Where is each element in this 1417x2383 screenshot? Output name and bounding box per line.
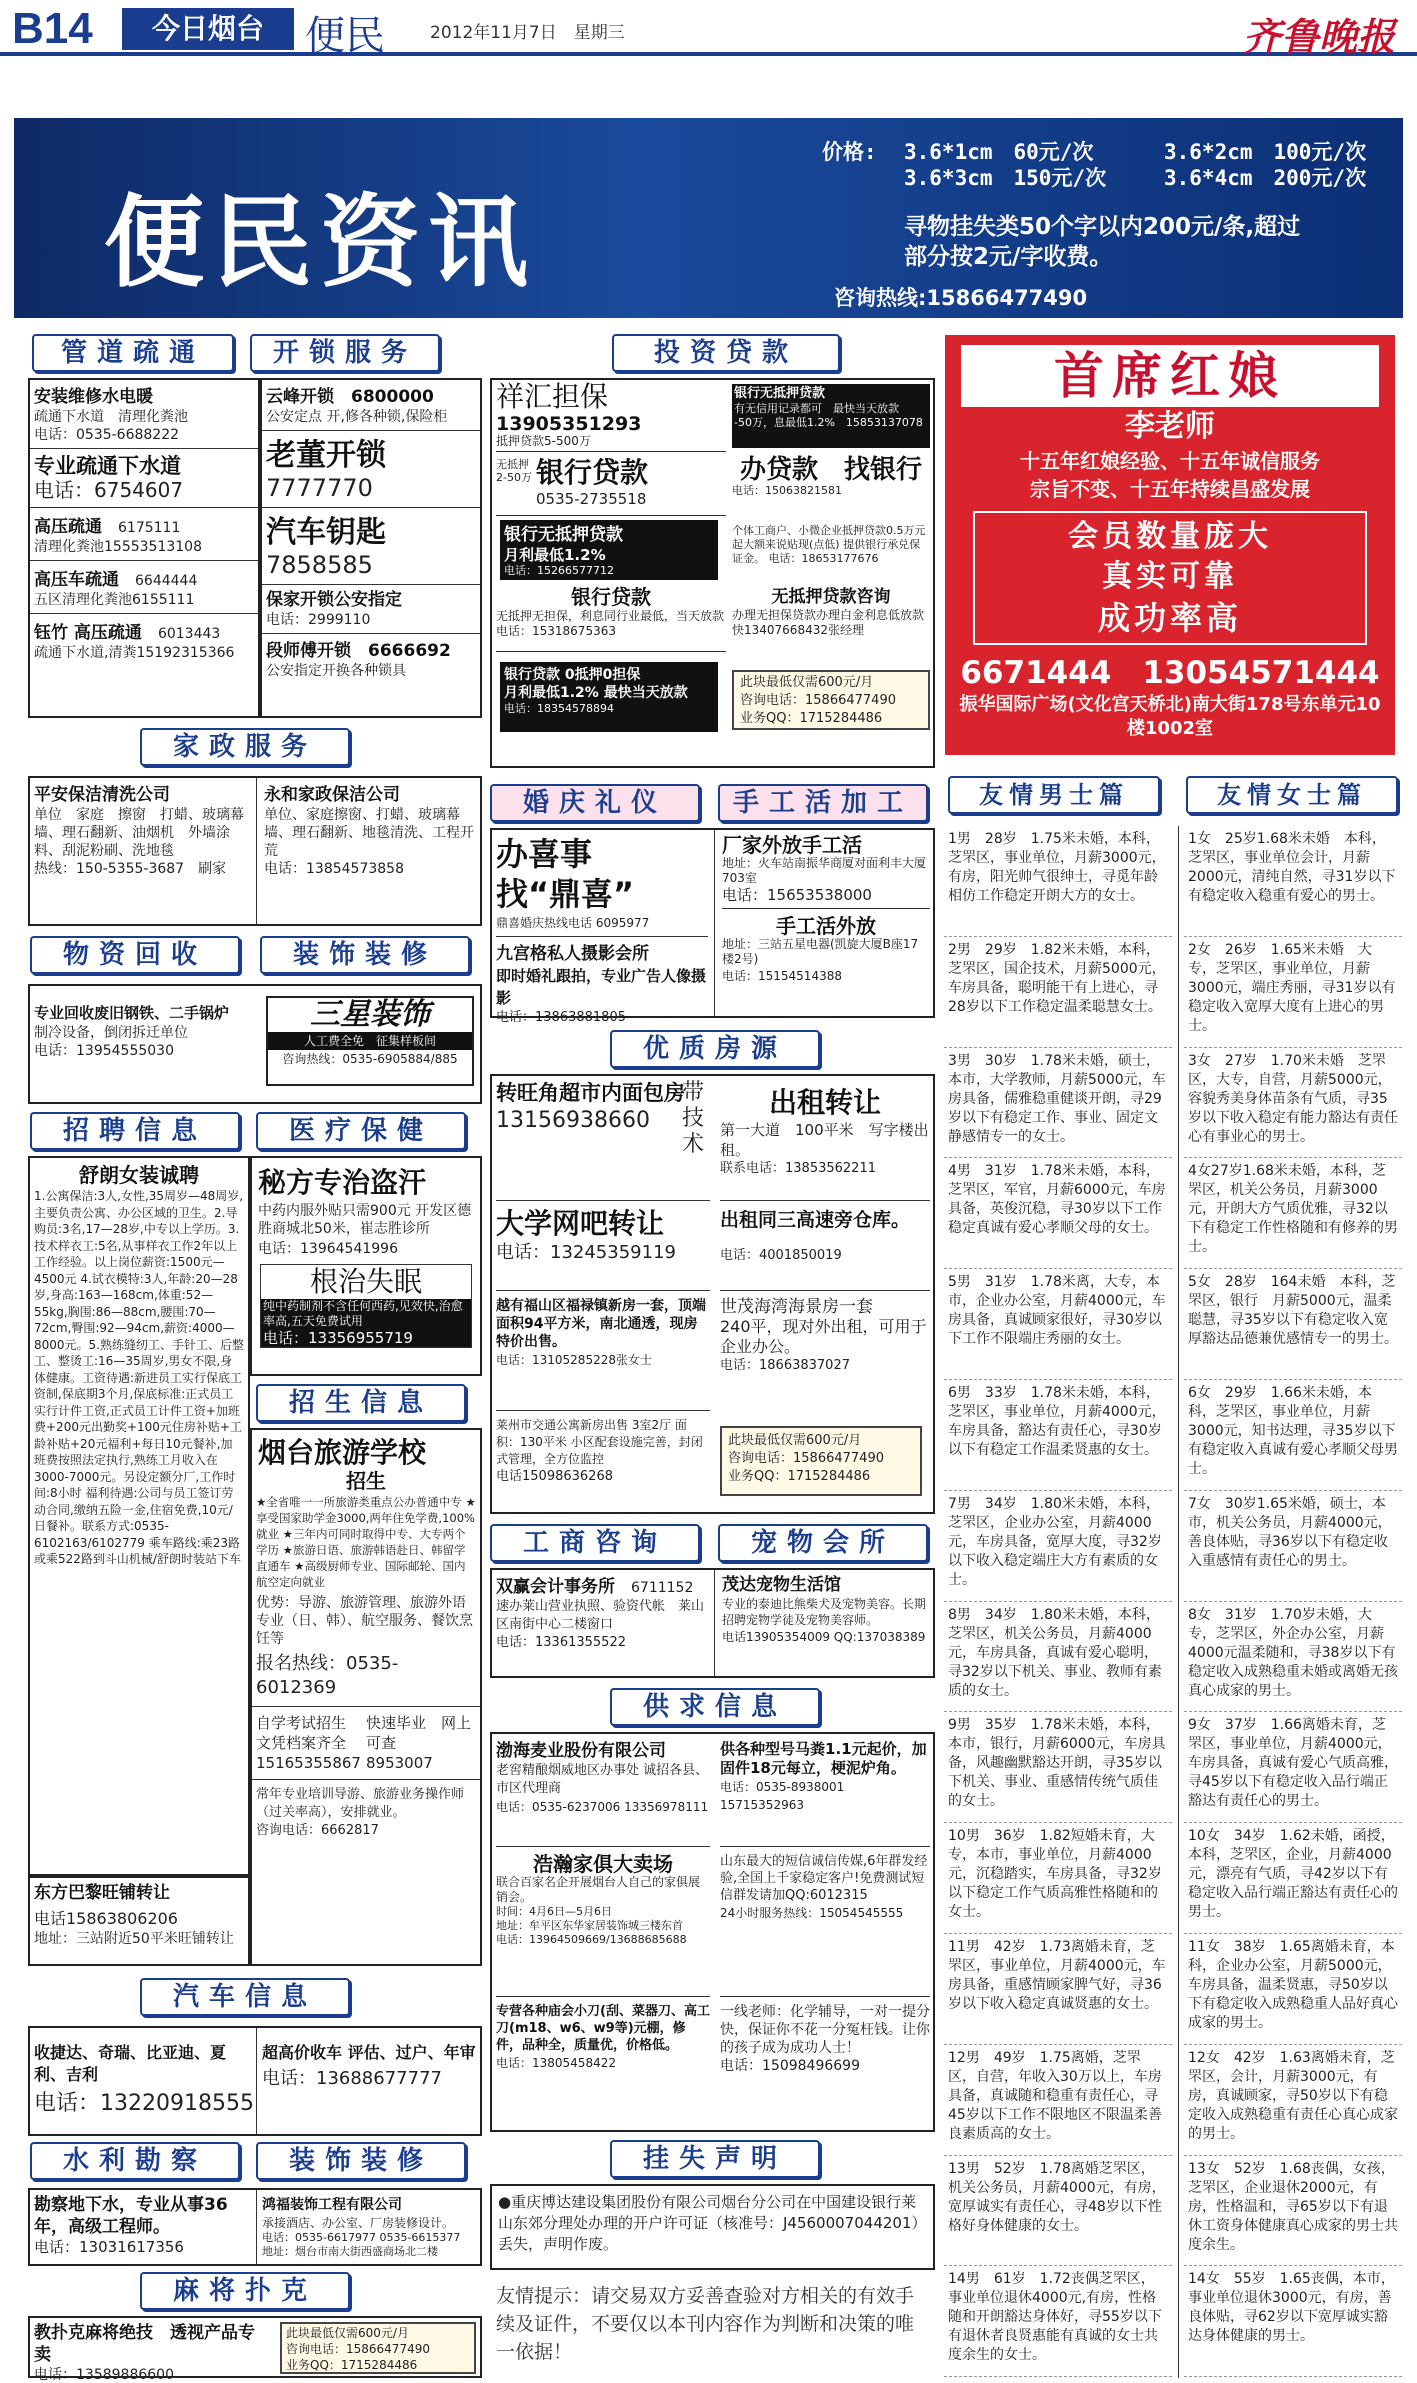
- ad-text: 单位、家庭擦窗、打蜡、玻璃幕墙、理石翻新、地毯清洗、工程开荒: [264, 807, 474, 859]
- ad-tel: 电话：13245359119: [496, 1242, 676, 1263]
- ad-tel: 电话：4001850019: [720, 1248, 842, 1263]
- ad-title: 祥汇担保: [496, 380, 609, 413]
- ad-addr: 振华国际广场(文化宫天桥北)南大街178号东单元10楼1002室: [959, 694, 1381, 739]
- heading-pipe: 管道疏通: [32, 334, 234, 372]
- price-item: 3.6*4cm 200元/次: [1164, 166, 1367, 190]
- ad-title: 收捷达、奇瑞、比亚迪、夏利、吉利: [34, 2043, 227, 2084]
- ad-tel: 电话：15266577712: [504, 564, 614, 577]
- ad-tel: 电话：6754607: [30, 477, 258, 508]
- ad-subtitle: 招生: [346, 1469, 386, 1493]
- listing-item: 13男 52岁 1.78离婚芝罘区，机关公务员，月薪4000元，有房，宽厚诚实有责任心，寻48岁以下性格好身体健康的女士。: [944, 2156, 1172, 2267]
- listing-item: 1女 25岁1.68米未婚 本科，芝罘区，事业单位会计，月薪2000元，清纯自然，寻31岁以下有稳定收入稳重有爱心的男士。: [1184, 826, 1402, 937]
- ad-title: 首席红娘: [961, 345, 1379, 407]
- ad-text: 自学考试招生 文凭档案齐全 15165355867: [256, 1714, 362, 1772]
- ad-text: ★全省唯一一所旅游类重点公办普通中专 ★享受国家助学金3000,两年住免学费,100%就业 ★三年内可同时取得中专、大专两个学历 ★旅游日语、旅游韩语赴日、韩留学直通车 ★高级厨师专业、国际邮轮、国内航空定向就业: [256, 1495, 476, 1589]
- ad-text: 中药内服外贴只需900元 开发区德胜商城北50米，崔志胜诊所: [258, 1203, 472, 1237]
- ad-tel: 咨询电话：15866477490: [728, 1451, 884, 1466]
- heading-recycle: 物资回收: [30, 936, 240, 974]
- banner: [14, 118, 1403, 318]
- listing-item: 8男 34岁 1.80米未婚，本科，芝罘区，机关公务员，月薪4000元，车房具备，真诚有爱心聪明，寻32岁以下机关、事业、教师有素质的女士。: [944, 1602, 1172, 1713]
- ad-text: 山东最大的短信诚信传媒,6年群发经验,全国上千家稳定客户!免费测试短信群发请加QQ:6012315: [720, 1854, 928, 1903]
- listing-item: 12女 42岁 1.63离婚未育，芝罘区，会计，月薪3000元，有房，真诚顾家，寻50岁以下有稳定收入成熟稳重有责任心真心成家的男士。: [1184, 2045, 1402, 2156]
- ad-title: 出租转让: [768, 1086, 881, 1119]
- ad-text: 月利最低1.2%: [504, 546, 606, 564]
- issue-date: 2012年11月7日 星期三: [430, 23, 625, 43]
- ad-tel: 13156938660: [496, 1108, 650, 1133]
- ad-title: 舒朗女装诚聘: [79, 1163, 199, 1187]
- ad-tel: 电话：18663837027: [720, 1358, 850, 1373]
- ad-tel: 电话：13356955719: [261, 1329, 471, 1347]
- price-item: 3.6*2cm 100元/次: [1164, 140, 1367, 164]
- ad-title: 高压疏通: [34, 517, 102, 537]
- ad-title: 九宫格私人摄影会所: [496, 944, 649, 964]
- men-list: [944, 826, 1172, 2378]
- ad-text: 一线老师：化学辅导，一对一提分快，保证你不花一分冤枉钱。让你的孩子成为成功人士！: [720, 2004, 930, 2056]
- shop-transfer-ad: [28, 1876, 250, 1966]
- ad-text: 五区清理化粪池6155111: [30, 591, 258, 614]
- ad-tel: 电话：15063821581: [732, 484, 842, 497]
- ad-title: 超高价收车 评估、过户、年审: [262, 2043, 476, 2062]
- loan-ads: [490, 378, 935, 768]
- ad-title: 专业疏通下水道: [34, 454, 181, 478]
- ad-tel: -50万，息最低1.2% 15853137078: [734, 416, 923, 429]
- ad-side: 无抵押 2-50万: [496, 458, 532, 484]
- ad-num: 6644444: [135, 573, 198, 589]
- ad-title: 银行无抵押贷款: [734, 386, 826, 401]
- heading-car: 汽车信息: [140, 1978, 350, 2016]
- ad-text: 会员数量庞大: [1068, 519, 1272, 554]
- ad-text: 联合百家名企开展烟台人自己的家俱展销会。: [496, 1875, 701, 1904]
- ad-tel: 电话15863806206: [34, 1909, 178, 1928]
- ad-tel: 电话：0535-6688222: [30, 426, 258, 449]
- ad-addr: 地址：牟平区东华家居装饰城三楼东首: [496, 1919, 683, 1932]
- ad-title: 世茂海湾海景房一套: [720, 1297, 873, 1317]
- ad-title: 银行无抵押贷款: [504, 525, 623, 545]
- ad-addr: 地址：火车站南振华商厦对面利丰大厦703室: [722, 856, 927, 885]
- ad-tel: 0535-2735518: [536, 490, 647, 508]
- ad-text: 个体工商户、小微企业抵押贷款0.5万元起大额来说贴现(点低) 提供银行承兑保证金。: [732, 524, 926, 565]
- heading-medical: 医疗保健: [256, 1112, 466, 1150]
- supply-ads: [490, 1732, 935, 2132]
- ad-tel: 电话：13105285228张女士: [496, 1353, 652, 1367]
- ad-tel: 电话：13688677777: [262, 2068, 442, 2089]
- ad-text: 240平，现对外出租，可用于企业办公。: [720, 1317, 927, 1356]
- listing-item: 10男 36岁 1.82短婚未育，大专，本市，事业单位，月薪4000元，沉稳踏实，车房具备，寻32岁以下稳定工作气质高雅性格随和的女士。: [944, 1823, 1172, 1934]
- ad-text: ●重庆博达建设集团股份有限公司烟台分公司在中国建设银行莱山东郊分理处办理的开户许可证（核准号：J4560007044201）丢失，声明作废。: [498, 2193, 927, 2253]
- listing-item: 5女 28岁 164未婚 本科，芝罘区，银行 月薪5000元，温柔聪慧，寻35岁以下有稳定收入宽厚豁达品德兼优感情专一的男士。: [1184, 1269, 1402, 1380]
- ad-title: 转旺角超市内面包房: [496, 1081, 685, 1105]
- ad-tel: 13905351293: [496, 413, 642, 435]
- heading-decor2: 装饰装修: [256, 2142, 466, 2180]
- water-decor-ads: [28, 2188, 482, 2266]
- heading-business: 工商咨询: [490, 1524, 700, 1562]
- price-item: 3.6*1cm 60元/次: [904, 140, 1094, 164]
- ad-tel: 电话：13589886600: [34, 2367, 174, 2383]
- tip-text: 友情提示：请交易双方妥善查验对方相关的有效手续及证件，不要仅以本刊内容作为判断和决策的唯一依据！: [496, 2285, 915, 2363]
- ad-tel: 电话：13964509669/13688685688: [496, 1933, 687, 1946]
- ad-addr: 地址：三站附近50平米旺铺转让: [34, 1931, 234, 1947]
- banner-note: 寻物挂失类50个字以内200元/条,超过: [904, 214, 1301, 240]
- women-list: [1184, 826, 1402, 2378]
- ad-tel: 联系电话：13853562211: [720, 1161, 876, 1176]
- ad-text: 办理无担保贷款办理白金利息低放款快13407668432张经理: [732, 608, 925, 637]
- ad-title: 出租同三高速旁仓库。: [720, 1209, 911, 1231]
- listing-item: 11女 38岁 1.65离婚未育，本科，企业办公室，月薪5000元，车房具备，温柔贤惠，寻50岁以下有稳定收入成熟稳重人品好真心成家的男士。: [1184, 1934, 1402, 2045]
- ad-price: 此块最低仅需600元/月: [740, 675, 874, 690]
- ad-title: 勘察地下水，专业从事36年，高级工程师。: [34, 2195, 228, 2237]
- ad-title: 浩瀚家俱大卖场: [533, 1852, 673, 1876]
- heading-lost: 挂失声明: [610, 2140, 820, 2178]
- pipe-ads: [28, 378, 260, 718]
- ad-title: 钰竹 高压疏通: [34, 623, 142, 643]
- page-header: [0, 0, 1417, 59]
- ad-text: 抵押贷款5-500万: [496, 434, 591, 448]
- biz-pet-ads: [490, 1568, 935, 1678]
- banner-note: 部分按2元/字收费。: [904, 244, 1113, 270]
- ad-tel: 热线：150-5355-3687 刷家: [34, 861, 227, 877]
- ad-tel: 电话：13805458422: [496, 2056, 616, 2070]
- ad-title: 银行贷款 0抵押0担保: [504, 667, 641, 683]
- ad-title: 高压车疏通: [34, 570, 119, 590]
- ad-addr: 地址：三站五星电器(凯旋大厦B座17楼2号): [722, 937, 919, 966]
- heading-water: 水利勘察: [30, 2142, 240, 2180]
- listing-item: 10女 34岁 1.62未婚，函授，本科，芝罘区，企业，月薪4000元，漂亮有气质，寻42岁以下有稳定收入品行端正豁达有责任心的男士。: [1184, 1823, 1402, 1934]
- ad-text: 专业的泰迪比熊柴犬及宠物美容。长期招聘宠物学徒及宠物美容师。: [722, 1597, 927, 1627]
- listing-item: 11男 42岁 1.73离婚未育，芝罘区，事业单位，月薪4000元，车房具备，重感情顾家脾气好，寻36岁以下收入稳定真诚贤惠的女士。: [944, 1934, 1172, 2045]
- medical-ads: [250, 1156, 482, 1376]
- heading-handwork: 手工活加工: [718, 784, 928, 822]
- ad-text: 即时婚礼跟拍，专业广告人像摄影: [496, 967, 707, 1007]
- heading-pet: 宠物会所: [718, 1524, 928, 1562]
- ad-title: 东方巴黎旺铺转让: [34, 1883, 170, 1903]
- ad-text: 纯中药制剂不含任何西药,见效快,治愈率高,五天免费试用: [261, 1299, 471, 1329]
- ad-title: 茂达宠物生活馆: [722, 1575, 841, 1595]
- ad-title: 专业回收废旧钢铁、二手锅炉: [34, 1004, 230, 1022]
- ad-title: 银行贷款: [571, 585, 651, 609]
- ad-text: 常年专业培训导游、旅游业务操作师（过关率高），安排就业。: [256, 1787, 465, 1820]
- ad-text: 第一大道 100平米 写字楼出租。: [720, 1121, 929, 1159]
- ad-title: 办贷款 找银行: [739, 455, 922, 485]
- ad-title: 厂家外放手工活: [722, 833, 862, 857]
- ad-text: 疏通下水道,清粪15192315366: [34, 645, 235, 661]
- wedding-hand-ads: [490, 828, 935, 1025]
- heading-wedding: 婚庆礼仪: [490, 784, 700, 822]
- ad-title: 烟台旅游学校: [258, 1436, 427, 1469]
- heading-supply: 供求信息: [610, 1688, 820, 1726]
- banner-hotline: 咨询热线:15866477490: [834, 286, 1088, 310]
- listing-item: 2男 29岁 1.82米未婚，本科，芝罘区，国企技术，月薪5000元，车房具备，聪明能干有上进心，寻28岁以下工作稳定温柔聪慧女士。: [944, 937, 1172, 1048]
- newspaper-logo: 齐鲁晚报: [1242, 14, 1395, 59]
- section-tab[interactable]: 今日烟台: [122, 8, 294, 50]
- listing-item: 8女 31岁 1.70岁未婚，大专，芝罘区，外企办公室，月薪4000元温柔随和，寻38岁以下有稳定收入成熟稳重未婚或离婚无孩真心成家的男士。: [1184, 1602, 1402, 1713]
- heading-recruit: 招聘信息: [30, 1112, 240, 1150]
- ad-title: 银行贷款: [536, 456, 649, 489]
- ad-text: 真实可靠: [1102, 559, 1238, 594]
- matchmaker-ad: [945, 335, 1395, 755]
- ad-qq: 业务QQ：1715284486: [728, 1469, 871, 1484]
- ad-title: 办喜事 找“鼎喜”: [496, 835, 635, 913]
- ad-num: 6175111: [118, 520, 181, 536]
- page-number: B14: [12, 4, 93, 53]
- ad-title: 永和家政保洁公司: [264, 785, 400, 805]
- recycle-decor-ads: [28, 984, 482, 1104]
- recruit-ad: [28, 1156, 250, 1876]
- ad-text: 有无信用记录都可 最快当天放款: [734, 402, 899, 415]
- heading-lock: 开锁服务: [250, 334, 440, 372]
- ad-title: 大学网吧转让: [496, 1207, 665, 1240]
- heading-home: 家政服务: [140, 728, 350, 766]
- heading-decor: 装饰装修: [260, 936, 470, 974]
- ad-tel: 电话：15653538000: [722, 886, 930, 909]
- ad-tel: 电话：13220918555: [34, 2091, 254, 2116]
- car-ads: [28, 2026, 482, 2136]
- ad-num: 6013443: [157, 626, 221, 642]
- ad-text: 承接酒店、办公室、厂房装修设计。: [262, 2216, 455, 2230]
- home-ads: [28, 776, 482, 926]
- ad-qq: 业务QQ：1715284486: [740, 711, 883, 726]
- listing-item: 5男 31岁 1.78米离，大专，本市，企业办公室，月薪4000元，车房具备，真诚顾家很好，寻30岁以下工作不限端庄秀丽的女士。: [944, 1269, 1172, 1380]
- ad-text: 清理化粪池15553513108: [30, 538, 258, 561]
- ad-price: 此块最低仅需600元/月: [728, 1433, 862, 1448]
- ad-tel: 电话15098636268: [496, 1469, 613, 1484]
- school-ads: [250, 1428, 482, 1966]
- ad-text: 无抵押无担保，利息同行业最低，当天放款: [496, 609, 725, 623]
- lock-ads: 云峰开锁 6800000 公安定点 开,修各种锁,保险柜 老董开锁 7777770 汽车钥匙 7858585 保家开锁公安指定 电话：2999110 段师傅开锁 6666692 公安指定开换各种锁具: [260, 378, 482, 718]
- ad-text: 越有福山区福禄镇新房一套，顶端面积94平方米，南北通透，现房特价出售。: [496, 1298, 706, 1350]
- heading-house: 优质房源: [610, 1030, 820, 1068]
- lost-notice: [490, 2184, 935, 2270]
- ad-tel: 电话：13361355522: [496, 1635, 626, 1650]
- ad-tel: 电话：15318675363: [496, 624, 616, 638]
- heading-mahjong: 麻将扑克: [140, 2272, 350, 2310]
- ad-title: 教扑克麻将绝技 透视产品专卖: [34, 2323, 255, 2365]
- ad-name: 李老师: [1125, 409, 1215, 444]
- ad-tel: 报名热线：0535-6012369: [252, 1650, 480, 1707]
- listing-item: 12男 49岁 1.75离婚，芝罘区，自营，年收入30万以上，车房具备，真诚随和稳重有责任心，寻45岁以下工作不限地区不限温柔善良素质高的女士。: [944, 2045, 1172, 2156]
- heading-men: 友情男士篇: [948, 776, 1160, 814]
- listing-item: 2女 26岁 1.65米未婚 大专，芝罘区，事业单位，月薪3000元，端庄秀丽，寻31岁以有稳定收入宽厚大度有上进心的男士。: [1184, 937, 1402, 1048]
- ad-text: 十五年红娘经验、十五年诚信服务: [1020, 449, 1320, 473]
- listing-item: 4女27岁1.68米未婚，本科，芝罘区，机关公务员，月薪3000元，开朗大方气质优雅，寻32以下有稳定工作性格随和有修养的男士。: [1184, 1158, 1402, 1269]
- ad-tel: 电话：0535-8938001 15715352963: [720, 1780, 857, 1812]
- ad-text: 月利最低1.2% 最快当天放款: [504, 685, 688, 701]
- ad-title: 无抵押贷款咨询: [771, 587, 891, 607]
- ad-text: 速办莱山营业执照、验资代帐 莱山区南街中心二楼窗口: [496, 1599, 705, 1632]
- listing-item: 3男 30岁 1.78米未婚，硕士，本市，大学教师，月薪5000元，车房具备，儒雅稳重健谈开朗，寻29岁以下有稳定工作、事业、固定文静感情专一的女士。: [944, 1048, 1172, 1159]
- ad-text: 莱州市交通公寓新房出售 3室2厅 面积：130平米 小区配套设施完善，封闭式管理，全方位监控: [496, 1418, 703, 1466]
- ad-text: 优势：导游、旅游管理、旅游外语专业（日、韩）、航空服务、餐饮烹饪等: [256, 1595, 473, 1647]
- friendly-tip: [490, 2276, 935, 2376]
- ad-text: 单位 家庭 擦窗 打蜡、玻璃幕墙、理石翻新、油烟机 外墙涂料、刮泥粉刷、洗地毯: [34, 807, 244, 859]
- listing-item: 7女 30岁1.65米婚，硕士，本市，机关公务员，月薪4000元，善良体贴，寻36岁以下有稳定收入重感情有责任心的男士。: [1184, 1491, 1402, 1602]
- ad-tel: 电话：13863881805: [496, 1010, 626, 1025]
- ad-text: 制冷设备，倒闭拆迁单位: [34, 1025, 188, 1041]
- heading-invest: 投资贷款: [612, 334, 840, 372]
- ad-text: 疏通下水道 清理化粪池: [34, 409, 188, 425]
- ad-tel: 电话：15154514388: [722, 969, 842, 983]
- listing-item: 9男 35岁 1.78米未婚，本科，本市，银行，月薪6000元，车房具备，风趣幽默豁达开朗，寻35岁以下机关、事业、重感情传统气质佳的女士。: [944, 1712, 1172, 1823]
- ad-tel: 电话：13964541996: [258, 1241, 398, 1257]
- house-ads: [490, 1074, 935, 1514]
- ad-text: 专营各种庙会小刀(刮、菜器刀、高工刀(m18、w6、w9等)元棚，修件，品种全，质量优，价格低。: [496, 2004, 710, 2053]
- listing-item: 1男 28岁 1.75米未婚，本科，芝罘区，事业单位，月薪3000元，有房，阳光帅气很绅士，寻觅年龄相仿工作稳定开朗大方的女士。: [944, 826, 1172, 937]
- ad-title: 供各种型号马粪1.1元起价，加固件18元每立，梗泥炉角。: [720, 1740, 927, 1777]
- ad-text: 1.公寓保洁:3人,女性,35周岁—48周岁,主要负责公寓、办公区域的卫生。2.导购员:3名,17—28岁,中专以上学历。3.技术样衣工:5名,从事样衣工作2年以上工作经验。以上岗位薪资:1500元—4500元 4.试衣模特:3人,年龄:20—28岁,身高:163—168cm,体重:52—55kg,胸围:86—88cm,腰围:70—72cm,臀围:92—94cm,薪资:4000—8000元。5.熟练缝纫工、手针工、后整工、整烫工:16—35周岁,男女不限,身体健康。工资待遇:新进员工实行保底工资制,保底期3个月,保底标准:正式员工实行计件工资,正式员工计件工资+加班费+200元出勤奖+100元住房补贴+工龄补贴+20元福利+每日10元餐补,加班费按照法定执行,熟练工月收入在3000-7000元。另设定额分厂,工作时间:8小时 福利待遇:公司与员工签订劳动合同,缴纳五险一金,住宿免费,10元/日餐补。联系方式:0535-6102163/6102779 乘车路线:乘23路或乘522路到斗山机械/舒朗时装站下车: [34, 1189, 244, 1566]
- ad-title: 安装维修水电暖: [34, 387, 153, 407]
- ad-text: 宗旨不变、十五年持续昌盛发展: [1030, 477, 1310, 501]
- ad-addr: 地址：烟台市南大街西盛商场北二楼: [262, 2245, 438, 2258]
- listing-item: 7男 34岁 1.80米未婚，本科，芝罘区，企业办公室，月薪4000元，车房具备，宽厚大度，寻32岁以下收入稳定端庄大方有素质的女士。: [944, 1491, 1172, 1602]
- price-label: 价格:: [822, 140, 877, 164]
- listing-item: 6男 33岁 1.78米未婚，本科，芝罘区，事业单位，月薪4000元，车房具备，豁达有责任心，寻30岁以下有稳定工作温柔贤惠的女士。: [944, 1380, 1172, 1491]
- ad-tel: 电话：18354578894: [504, 702, 614, 715]
- ad-tel: 6671444 13054571444: [960, 655, 1380, 691]
- ad-time: 时间：4月6日—5月6日: [496, 1905, 612, 1918]
- mahjong-ad: 教扑克麻将绝技 透视产品专卖 电话：13589886600 此块最低仅需600元/月 咨询电话：15866477490 业务QQ：1715284486: [28, 2316, 482, 2378]
- ad-tel: 电话：13954555030: [34, 1043, 174, 1059]
- ad-text: 成功率高: [1097, 599, 1242, 637]
- section-name: 便民: [305, 13, 385, 59]
- ad-tel: 电话：15098496699: [720, 2058, 860, 2074]
- listing-item: 9女 37岁 1.66离婚未育，芝罘区，事业单位，月薪4000元，车房具备，真诚有爱心气质高雅，寻45岁以下有稳定收入品行端正豁达有责任心的男士。: [1184, 1712, 1402, 1823]
- ad-tel: 电话：18653177676: [768, 552, 879, 565]
- ad-num: 6711152: [631, 1580, 694, 1596]
- ad-side: 带技术: [682, 1080, 705, 1157]
- banner-title: 便民资讯: [104, 184, 536, 301]
- ad-tel: 鼎喜婚庆热线电话 6095977: [496, 914, 708, 937]
- ad-title: 双赢会计事务所: [496, 1577, 615, 1597]
- ad-title: 秘方专治盗汗: [258, 1166, 427, 1199]
- listing-item: 6女 29岁 1.66米未婚，本科，芝罘区，事业单位，月薪3000元，知书达理，寻35岁以下有稳定收入真诚有爱心孝顺父母男士。: [1184, 1380, 1402, 1491]
- ad-title: 渤海麦业股份有限公司: [496, 1741, 666, 1761]
- listing-item: 13女 52岁 1.68丧偶，女孩，芝罘区，企业退休2000元，有房，性格温和，寻65岁以下有退休工资身体健康真心成家的男士共度余生。: [1184, 2156, 1402, 2267]
- ad-title: 鸿福装饰工程有限公司: [262, 2197, 402, 2213]
- ad-tel: 电话：13031617356: [34, 2238, 184, 2256]
- ad-title: 三星装饰: [310, 997, 430, 1032]
- ad-text: 人工费全免 征集样板间: [268, 1032, 472, 1050]
- ad-tel: 电话13905354009 QQ:137038389: [722, 1630, 926, 1644]
- ad-text: 快速毕业 网上可查 8953007: [366, 1714, 472, 1772]
- ad-title: 平安保洁清洗公司: [34, 785, 170, 805]
- ad-tel: 咨询电话：15866477490: [740, 693, 896, 708]
- ad-tel: 电话：0535-6617977 0535-6615377: [262, 2231, 461, 2244]
- listing-item: 3女 27岁 1.70米未婚 芝罘区，大专，自营，月薪5000元，容貌秀美身体苗条有气质，寻35岁以下收入稳定有能力豁达有责任心有事业心的男士。: [1184, 1048, 1402, 1159]
- listing-item: 4男 31岁 1.78米未婚，本科，芝罘区，军官，月薪6000元，车房具备，英俊沉稳，寻30岁以下工作稳定真诚有爱心孝顺父母的女士。: [944, 1158, 1172, 1269]
- listing-item: 14男 61岁 1.72丧偶芝罘区，事业单位退休4000元,有房，性格随和开朗豁达身体好，寻55岁以下有退休者良贤惠能有真诚的女士共度余生的女士。: [944, 2266, 1172, 2377]
- ad-title: 手工活外放: [776, 914, 876, 938]
- ad-title: 根治失眠: [309, 1265, 422, 1298]
- ad-text: 老窖精酿烟威地区办事处 诚招各县、市区代理商: [496, 1763, 709, 1796]
- ad-tel: 咨询电话：6662817: [256, 1823, 379, 1838]
- heading-women: 友情女士篇: [1186, 776, 1398, 814]
- listing-item: 14女 55岁 1.65丧偶，本市，事业单位退休3000元，有房，善良体贴，寻62岁以下宽厚诚实豁达身体健康的男士。: [1184, 2266, 1402, 2377]
- price-item: 3.6*3cm 150元/次: [904, 166, 1107, 190]
- ad-tel: 电话：13854573858: [264, 861, 404, 877]
- ad-tel: 咨询热线：0535-6905884/885: [282, 1052, 458, 1066]
- ad-tel: 电话：0535-6237006 13356978111: [496, 1800, 709, 1814]
- ad-tel: 24小时服务热线：15054545555: [720, 1906, 904, 1920]
- heading-enroll: 招生信息: [256, 1384, 466, 1422]
